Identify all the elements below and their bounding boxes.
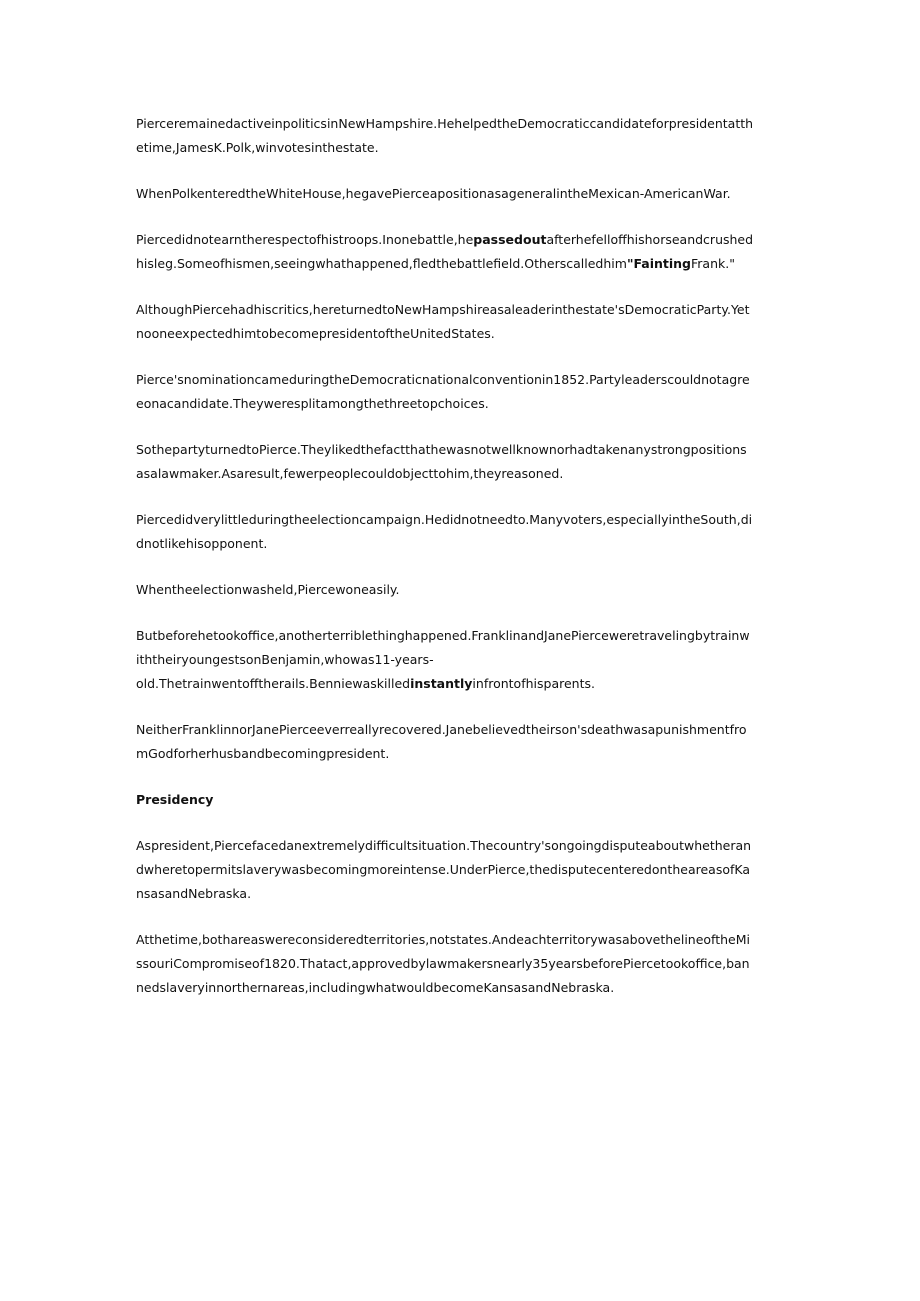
paragraph	[136, 508, 784, 556]
section-heading: Presidency	[136, 792, 214, 807]
text-run: nooneexpectedhimtobecomepresidentoftheUnitedStates.	[136, 326, 495, 341]
text-run: afterhefelloffhishorseandcrushed	[546, 232, 754, 247]
paragraph	[136, 718, 784, 766]
document-body	[136, 112, 784, 1022]
section-early-career	[136, 112, 784, 766]
text-line	[136, 624, 784, 648]
text-run: dwheretopermitslaverywasbecomingmoreintense.UnderPierce,thedisputecenteredontheareasofKa	[136, 862, 751, 877]
text-line	[136, 252, 784, 276]
paragraph	[136, 624, 784, 696]
text-run: AlthoughPiercehadhiscritics,hereturnedtoNewHampshireasaleaderinthestate'sDemocraticParty.Yet	[136, 302, 750, 317]
text-run: Whentheelectionwasheld,Piercewoneasily.	[136, 582, 400, 597]
paragraph	[136, 112, 784, 160]
text-run: nedslaveryinnorthernareas,includingwhatwouldbecomeKansasandNebraska.	[136, 980, 615, 995]
text-run: ssouriCompromiseof1820.Thatact,approvedbylawmakersnearly35yearsbeforePiercetookoffice,ban	[136, 956, 750, 971]
paragraph	[136, 368, 784, 416]
text-line	[136, 742, 784, 766]
text-line	[136, 718, 784, 742]
text-line	[136, 672, 784, 696]
text-line	[136, 858, 784, 882]
text-line	[136, 882, 784, 906]
text-line	[136, 462, 784, 486]
text-run: Butbeforehetookoffice,anotherterriblethinghappened.FranklinandJanePierceweretravelingbytrainw	[136, 628, 750, 643]
text-line	[136, 532, 784, 556]
text-line	[136, 228, 784, 252]
text-run: PierceremainedactiveinpoliticsinNewHampshire.HehelpedtheDemocraticcandidateforpresidentatth	[136, 116, 754, 131]
section-presidency	[136, 834, 784, 1000]
text-run: hisleg.Someofhismen,seeingwhathappened,fledthebattlefield.Otherscalledhim	[136, 256, 627, 271]
text-run: Aspresident,Piercefacedanextremelydifficultsituation.Thecountry'songoingdisputeaboutwhetheran	[136, 838, 752, 853]
text-run: iththeiryoungestsonBenjamin,whowas11-years-	[136, 652, 434, 667]
text-line	[136, 976, 784, 1000]
text-run: infrontofhisparents.	[472, 676, 595, 691]
paragraph	[136, 228, 784, 276]
paragraph	[136, 578, 784, 602]
text-run: NeitherFranklinnorJanePierceeverreallyrecovered.Janebelievedtheirson'sdeathwasapunishmentfro	[136, 722, 747, 737]
text-run: asalawmaker.Asaresult,fewerpeoplecouldobjecttohim,theyreasoned.	[136, 466, 564, 481]
text-run: Frank."	[690, 256, 735, 271]
text-line	[136, 928, 784, 952]
text-run: etime,JamesK.Polk,winvotesinthestate.	[136, 140, 379, 155]
text-line	[136, 508, 784, 532]
text-run: eonacandidate.Theyweresplitamongthethreetopchoices.	[136, 396, 489, 411]
text-line	[136, 368, 784, 392]
paragraph	[136, 834, 784, 906]
text-line	[136, 392, 784, 416]
bold-text: instantly	[410, 676, 473, 691]
text-run: Piercedidverylittleduringtheelectioncampaign.Hedidnotneedto.Manyvoters,especiallyintheSouth,di	[136, 512, 753, 527]
text-line	[136, 112, 784, 136]
text-run: nsasandNebraska.	[136, 886, 252, 901]
text-run: WhenPolkenteredtheWhiteHouse,hegavePierceapositionasageneralintheMexican-AmericanWar.	[136, 186, 731, 201]
text-line	[136, 182, 784, 206]
text-line	[136, 322, 784, 346]
text-run: mGodforherhusbandbecomingpresident.	[136, 746, 390, 761]
text-line	[136, 578, 784, 602]
paragraph	[136, 928, 784, 1000]
bold-text: passedout	[473, 232, 547, 247]
text-run: old.Thetrainwentofftherails.Benniewaskilled	[136, 676, 411, 691]
paragraph	[136, 182, 784, 206]
bold-text: "Fainting	[626, 256, 691, 271]
text-run: SothepartyturnedtoPierce.Theylikedthefactthathewasnotwellknownorhadtakenanystrongpositions	[136, 442, 747, 457]
text-line	[136, 648, 784, 672]
paragraph	[136, 438, 784, 486]
text-line	[136, 136, 784, 160]
text-line	[136, 438, 784, 462]
text-line	[136, 834, 784, 858]
text-run: Atthetime,bothareaswereconsideredterritories,notstates.AndeachterritorywasabovethelineoftheMi	[136, 932, 751, 947]
text-run: Piercedidnotearntherespectofhistroops.Inonebattle,he	[136, 232, 474, 247]
text-line	[136, 952, 784, 976]
text-line	[136, 298, 784, 322]
text-run: dnotlikehisopponent.	[136, 536, 268, 551]
paragraph	[136, 298, 784, 346]
text-run: Pierce'snominationcameduringtheDemocraticnationalconventionin1852.Partyleaderscouldnotagre	[136, 372, 750, 387]
